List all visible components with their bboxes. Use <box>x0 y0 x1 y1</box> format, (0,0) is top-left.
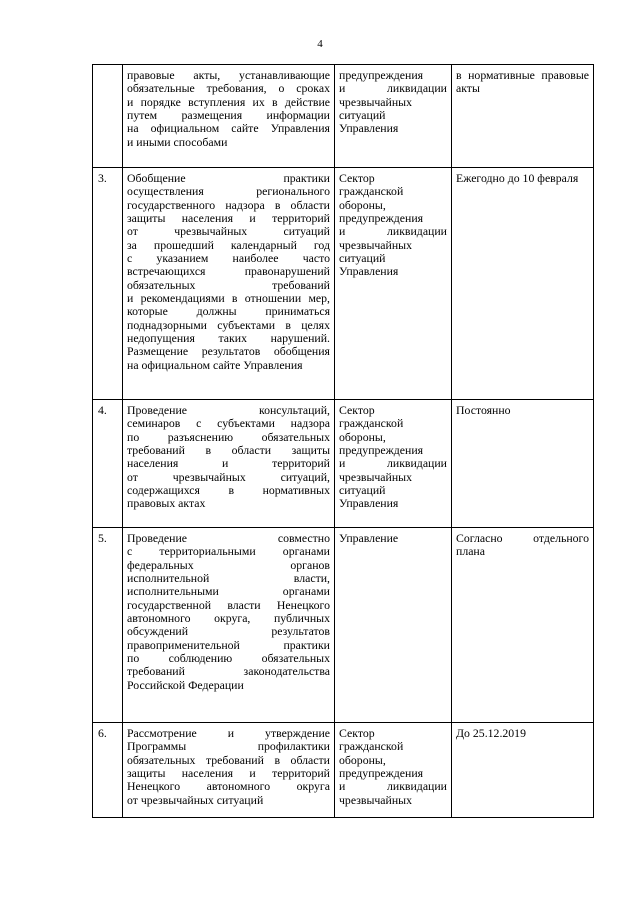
responsible-cell <box>335 528 452 723</box>
activity-cell-line: недопущения таких нарушений. <box>127 331 330 346</box>
activity-cell-line: Обобщение практики <box>127 171 330 185</box>
activity-cell-line: поднадзорными субъектами в целях <box>127 317 330 332</box>
deadline-cell <box>452 168 594 400</box>
activity-cell-line: Ненецкого автономного округа <box>127 779 330 794</box>
responsible-cell-line: гражданской <box>339 416 404 431</box>
activity-cell-line: обсуждений результатов <box>127 624 330 639</box>
responsible-cell-line: Управление <box>339 531 399 545</box>
responsible-cell-line: и ликвидации <box>339 224 447 239</box>
responsible-cell <box>335 168 452 400</box>
deadline-cell-line: Ежегодно до 10 февраля <box>456 171 579 185</box>
activity-cell-line: осуществления регионального <box>127 184 330 199</box>
activity-cell-line: правовых актах <box>127 496 206 511</box>
table-row <box>93 168 594 400</box>
responsible-cell <box>335 723 452 818</box>
activity-cell-line: от чрезвычайных ситуаций, <box>127 469 330 484</box>
row-number <box>93 65 123 168</box>
row-number: 4. <box>93 400 123 528</box>
activity-cell-line: Проведение консультаций, <box>127 403 330 417</box>
activity-cell-line: содержащихся в нормативных <box>127 483 330 498</box>
activity-cell-line: и порядке вступления их в действие <box>127 94 330 109</box>
responsible-cell-line: предупреждения <box>339 443 424 458</box>
responsible-cell-line: обороны, <box>339 197 386 212</box>
responsible-cell-line: и ликвидации <box>339 81 447 96</box>
responsible-cell-line: ситуаций <box>339 108 386 123</box>
activity-cell-line: на официальном сайте Управления <box>127 121 330 136</box>
responsible-cell-line: гражданской <box>339 184 404 199</box>
responsible-cell-line: и ликвидации <box>339 456 447 471</box>
deadline-cell <box>452 723 594 818</box>
deadline-cell <box>452 65 594 168</box>
activity-cell <box>123 65 335 168</box>
activity-cell-line: требований законодательства <box>127 664 330 679</box>
activity-cell <box>123 400 335 528</box>
table-row <box>93 723 594 818</box>
activities-table <box>92 64 594 818</box>
activity-cell-line: защиты населения и территорий <box>127 211 330 226</box>
responsible-cell-line: и ликвидации <box>339 779 447 794</box>
row-number: 6. <box>93 723 123 818</box>
activity-cell-line: от чрезвычайных ситуаций <box>127 224 330 239</box>
activity-cell-line: и иными способами <box>127 134 228 149</box>
responsible-cell <box>335 65 452 168</box>
responsible-cell-line: предупреждения <box>339 68 424 82</box>
responsible-cell-line: Управления <box>339 121 399 136</box>
responsible-cell-line: Сектор <box>339 726 375 740</box>
activity-cell <box>123 723 335 818</box>
activity-cell-line: обязательные требования, о сроках <box>127 81 330 96</box>
activity-cell-line: Проведение совместно <box>127 531 330 545</box>
activity-cell-line: государственной власти Ненецкого <box>127 597 330 612</box>
activity-cell-line: семинаров с субъектами надзора <box>127 416 330 431</box>
activity-cell-line: от чрезвычайных ситуаций <box>127 792 264 807</box>
activity-cell-line: населения и территорий <box>127 456 330 471</box>
row-number: 3. <box>93 168 123 400</box>
responsible-cell-line: ситуаций <box>339 251 386 266</box>
activity-cell-line: защиты населения и территорий <box>127 766 330 781</box>
responsible-cell-line: чрезвычайных <box>339 94 412 109</box>
activity-cell-line: федеральных органов <box>127 557 330 572</box>
deadline-cell <box>452 400 594 528</box>
deadline-cell-line: Постоянно <box>456 403 511 417</box>
responsible-cell-line: обороны, <box>339 429 386 444</box>
activity-cell-line: правовые акты, устанавливающие <box>127 68 330 82</box>
activity-cell-line: исполнительной власти, <box>127 571 330 586</box>
activity-cell-line: путем размещения информации <box>127 108 330 123</box>
activity-cell-line: автономного округа, публичных <box>127 611 330 626</box>
activity-cell-line: правоприменительной практики <box>127 637 330 652</box>
deadline-cell-line: Согласно отдельного <box>456 531 589 545</box>
row-number: 5. <box>93 528 123 723</box>
activity-cell <box>123 528 335 723</box>
activity-cell-line: Рассмотрение и утверждение <box>127 726 330 740</box>
activity-cell-line: обязательных требований в области <box>127 752 330 767</box>
table-row <box>93 65 594 168</box>
table-row <box>93 400 594 528</box>
page-number: 4 <box>317 38 323 50</box>
activity-cell-line: исполнительными органами <box>127 584 330 599</box>
activity-cell-line: по разъяснению обязательных <box>127 429 330 444</box>
responsible-cell-line: чрезвычайных <box>339 792 412 807</box>
deadline-cell-line: До 25.12.2019 <box>456 726 526 740</box>
responsible-cell <box>335 400 452 528</box>
activity-cell-line: обязательных требований <box>127 277 330 292</box>
responsible-cell-line: Сектор <box>339 403 375 417</box>
activity-cell-line: с территориальными органами <box>127 544 330 559</box>
activity-cell-line: Программы профилактики <box>127 739 330 754</box>
activity-cell-line: встречающихся правонарушений <box>127 264 330 279</box>
deadline-cell-line: в нормативные правовые <box>456 68 589 82</box>
activity-cell-line: по соблюдению обязательных <box>127 651 330 666</box>
responsible-cell-line: ситуаций <box>339 483 386 498</box>
activity-cell-line: и рекомендациями в отношении мер, <box>127 291 330 306</box>
responsible-cell-line: чрезвычайных <box>339 469 412 484</box>
deadline-cell-line: акты <box>456 81 480 96</box>
responsible-cell-line: предупреждения <box>339 211 424 226</box>
responsible-cell-line: предупреждения <box>339 766 424 781</box>
responsible-cell-line: Сектор <box>339 171 375 185</box>
responsible-cell-line: Управления <box>339 496 399 511</box>
table-row <box>93 528 594 723</box>
deadline-cell <box>452 528 594 723</box>
activity-cell-line: Размещение результатов обобщения <box>127 344 330 359</box>
deadline-cell-line: плана <box>456 544 485 559</box>
activity-cell-line: за прошедший календарный год <box>127 237 330 252</box>
responsible-cell-line: Управления <box>339 264 399 279</box>
responsible-cell-line: чрезвычайных <box>339 237 412 252</box>
activity-cell-line: с указанием наиболее часто <box>127 251 330 266</box>
responsible-cell-line: обороны, <box>339 752 386 767</box>
activity-cell-line: Российской Федерации <box>127 677 244 692</box>
activity-cell-line: требований в области защиты <box>127 443 330 458</box>
activity-cell-line: которые должны приниматься <box>127 304 330 319</box>
responsible-cell-line: гражданской <box>339 739 404 754</box>
activity-cell-line: на официальном сайте Управления <box>127 357 303 372</box>
activity-cell <box>123 168 335 400</box>
activity-cell-line: государственного надзора в области <box>127 197 330 212</box>
